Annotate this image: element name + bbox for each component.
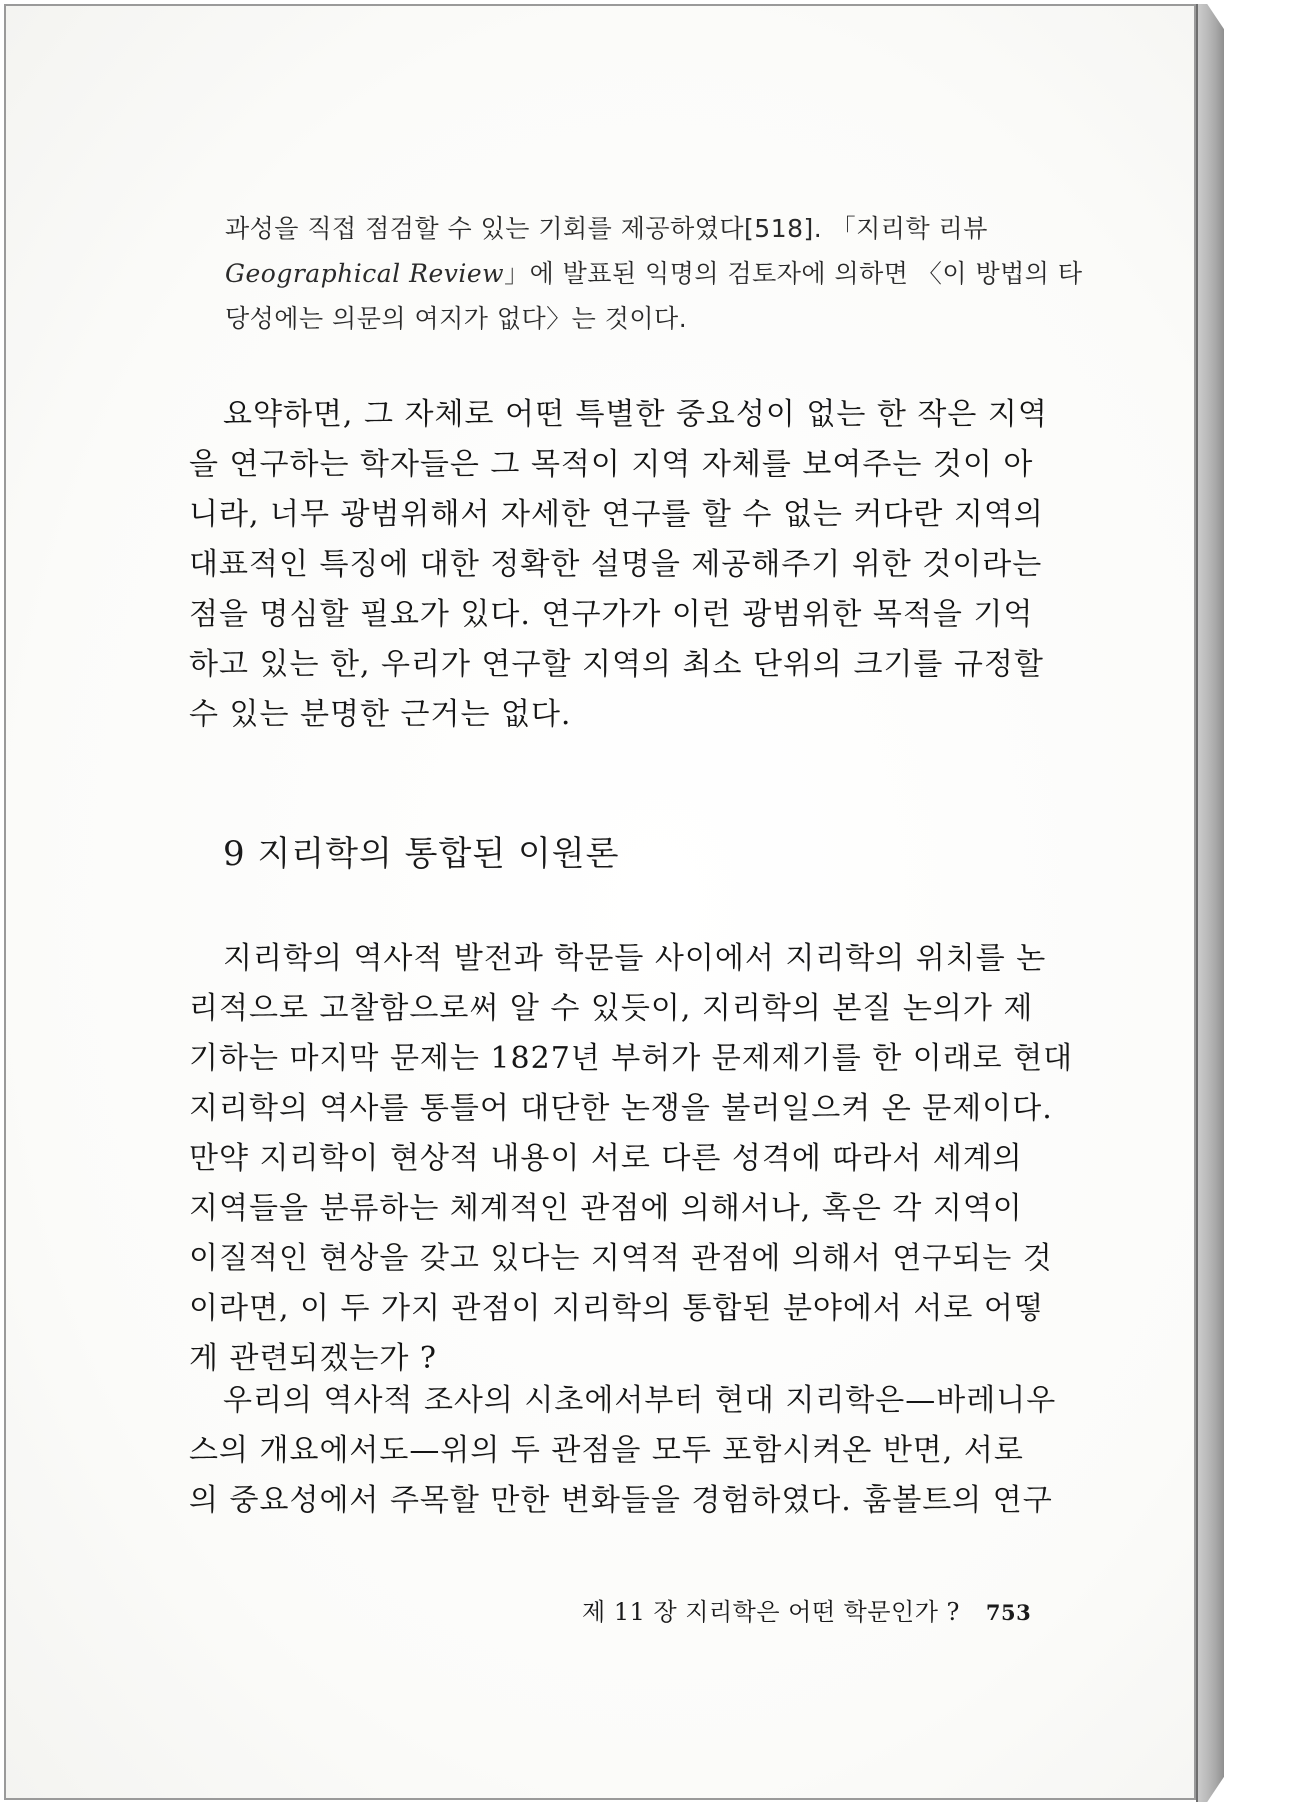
- paragraph-line: 점을 명심할 필요가 있다. 연구가가 이런 광범위한 목적을 기억: [189, 597, 1034, 632]
- paragraph-line: 의 중요성에서 주목할 만한 변화들을 경험하였다. 훔볼트의 연구: [189, 1483, 1053, 1518]
- section-heading: 9 지리학의 통합된 이원론: [223, 834, 620, 874]
- paragraph-dualism: [189, 934, 1089, 1384]
- page-number: 753: [985, 1600, 1032, 1625]
- paragraph-line: 지리학의 역사적 발전과 학문들 사이에서 지리학의 위치를 논: [223, 941, 1047, 976]
- paragraph-line: 니라, 너무 광범위해서 자세한 연구를 할 수 없는 커다란 지역의: [189, 497, 1044, 532]
- chapter-title: 제 11 장 지리학은 어떤 학문인가 ?: [582, 1598, 960, 1626]
- paragraph-line: 만약 지리학이 현상적 내용이 서로 다른 성격에 따라서 세계의: [189, 1141, 1023, 1176]
- quote-line-2-rest: 」에 발표된 익명의 검토자에 의하면 〈이 방법의 타: [504, 259, 1083, 288]
- paragraph-history: [189, 1376, 1089, 1526]
- journal-title-italic: Geographical Review: [225, 259, 505, 288]
- paragraph-line: 을 연구하는 학자들은 그 목적이 지역 자체를 보여주는 것이 아: [189, 447, 1034, 482]
- quote-line-1: 과성을 직접 점검할 수 있는 기회를 제공하였다[518]. 「지리학 리뷰: [225, 214, 988, 243]
- paragraph-line: 리적으로 고찰함으로써 알 수 있듯이, 지리학의 본질 논의가 제: [189, 991, 1034, 1026]
- quote-line-2: [225, 251, 1083, 296]
- quoted-passage: [225, 206, 1083, 341]
- page-edge: [1196, 4, 1224, 1802]
- paragraph-line: 이질적인 현상을 갖고 있다는 지역적 관점에 의해서 연구되는 것: [189, 1241, 1053, 1276]
- paragraph-line: 게 관련되겠는가 ?: [189, 1341, 438, 1376]
- paragraph-line: 요약하면, 그 자체로 어떤 특별한 중요성이 없는 한 작은 지역: [223, 397, 1048, 432]
- paragraph-line: 기하는 마지막 문제는 1827년 부허가 문제제기를 한 이래로 현대: [189, 1041, 1074, 1076]
- paragraph-line: 대표적인 특징에 대한 정확한 설명을 제공해주기 위한 것이라는: [189, 547, 1043, 582]
- paragraph-line: 우리의 역사적 조사의 시초에서부터 현대 지리학은—바레니우: [223, 1383, 1057, 1418]
- book-page: [4, 4, 1196, 1800]
- paragraph-line: 지리학의 역사를 통틀어 대단한 논쟁을 불러일으켜 온 문제이다.: [189, 1091, 1053, 1126]
- paragraph-line: 지역들을 분류하는 체계적인 관점에 의해서나, 혹은 각 지역이: [189, 1191, 1023, 1226]
- running-footer: [582, 1592, 1031, 1627]
- paragraph-line: 수 있는 분명한 근거는 없다.: [189, 697, 572, 732]
- paragraph-line: 이라면, 이 두 가지 관점이 지리학의 통합된 분야에서 서로 어떻: [189, 1291, 1044, 1326]
- paragraph-line: 하고 있는 한, 우리가 연구할 지역의 최소 단위의 크기를 규정할: [189, 647, 1044, 682]
- paragraph-summary: [189, 390, 1089, 740]
- quote-line-3: 당성에는 의문의 여지가 없다〉는 것이다.: [225, 304, 688, 333]
- paragraph-line: 스의 개요에서도—위의 두 관점을 모두 포함시켜온 반면, 서로: [189, 1433, 1024, 1468]
- page-edge-shadow: [1196, 4, 1198, 1802]
